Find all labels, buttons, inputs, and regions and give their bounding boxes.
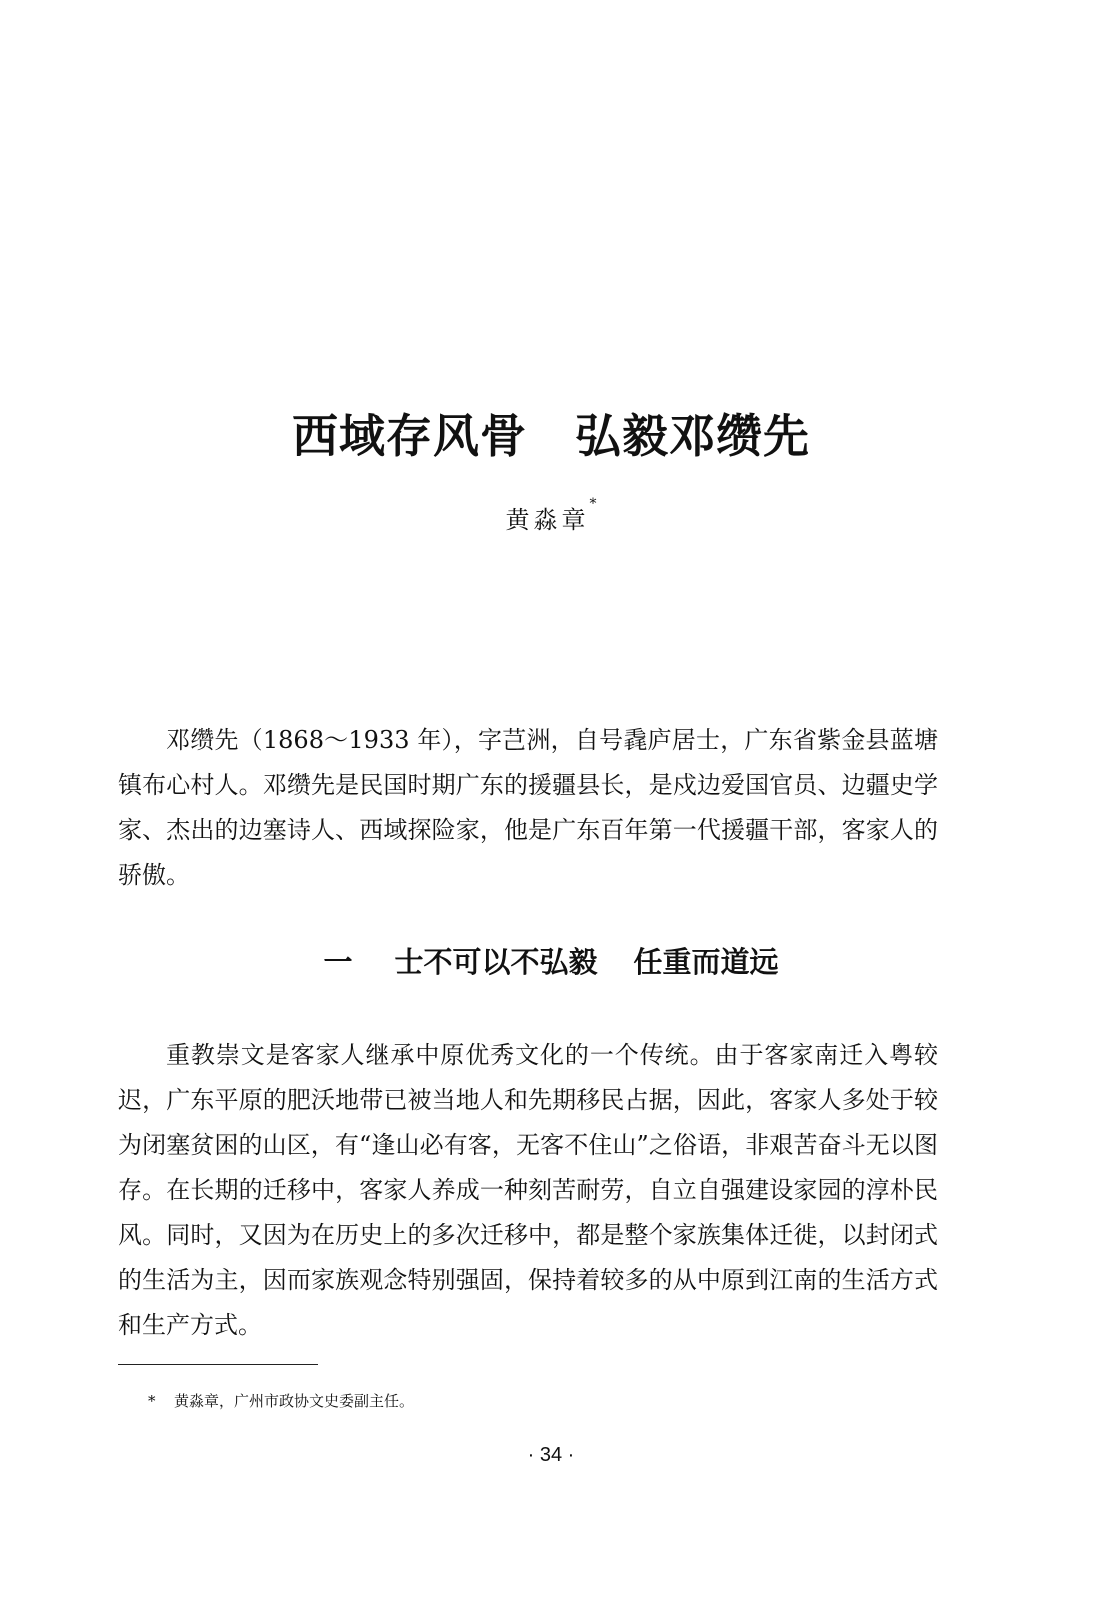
footnote-mark: * <box>148 1392 156 1410</box>
paragraph-body: 重教崇文是客家人继承中原优秀文化的一个传统。由于客家南迁入粤较迟，广东平原的肥沃地带已被当地人和先期移民占据，因此，客家人多处于较为闭塞贫困的山区，有“逢山必有客，无客不住山”之俗语，非艰苦奋斗无以图存。在长期的迁移中，客家人养成一种刻苦耐劳，自立自强建设家园的淳朴民风。同时，又因为在历史上的多次迁移中，都是整个家族集体迁徙，以封闭式的生活为主，因而家族观念特别强固，保持着较多的从中原到江南的生活方式和生产方式。 <box>118 1041 938 1339</box>
article-title-part1: 西域存风骨 <box>292 409 527 463</box>
page-number: · 34 · <box>527 1444 575 1466</box>
article-title-part2: 弘毅邓缵先 <box>575 409 810 463</box>
author-footnote-mark: * <box>589 496 597 512</box>
section-title-part1: 士不可以不弘毅 <box>394 945 598 979</box>
footnote-divider <box>118 1364 318 1365</box>
article-title <box>0 400 1102 466</box>
section-number: 一 <box>323 945 353 979</box>
article-author <box>0 496 1102 535</box>
paragraph-intro: 邓缵先（1868～1933 年），字芑洲，自号毳庐居士，广东省紫金县蓝塘镇布心村人。邓缵先是民国时期广东的援疆县长，是戍边爱国官员、边疆史学家、杰出的边塞诗人、西域探险家，他是广东百年第一代援疆干部，客家人的骄傲。 <box>118 726 938 889</box>
author-name: 黄淼章 <box>505 506 590 534</box>
section-heading <box>0 940 1102 981</box>
section-title-part2: 任重而道远 <box>633 945 779 979</box>
footnote-text: 黄淼章，广州市政协文史委副主任。 <box>174 1392 415 1410</box>
footnote <box>148 1390 414 1411</box>
